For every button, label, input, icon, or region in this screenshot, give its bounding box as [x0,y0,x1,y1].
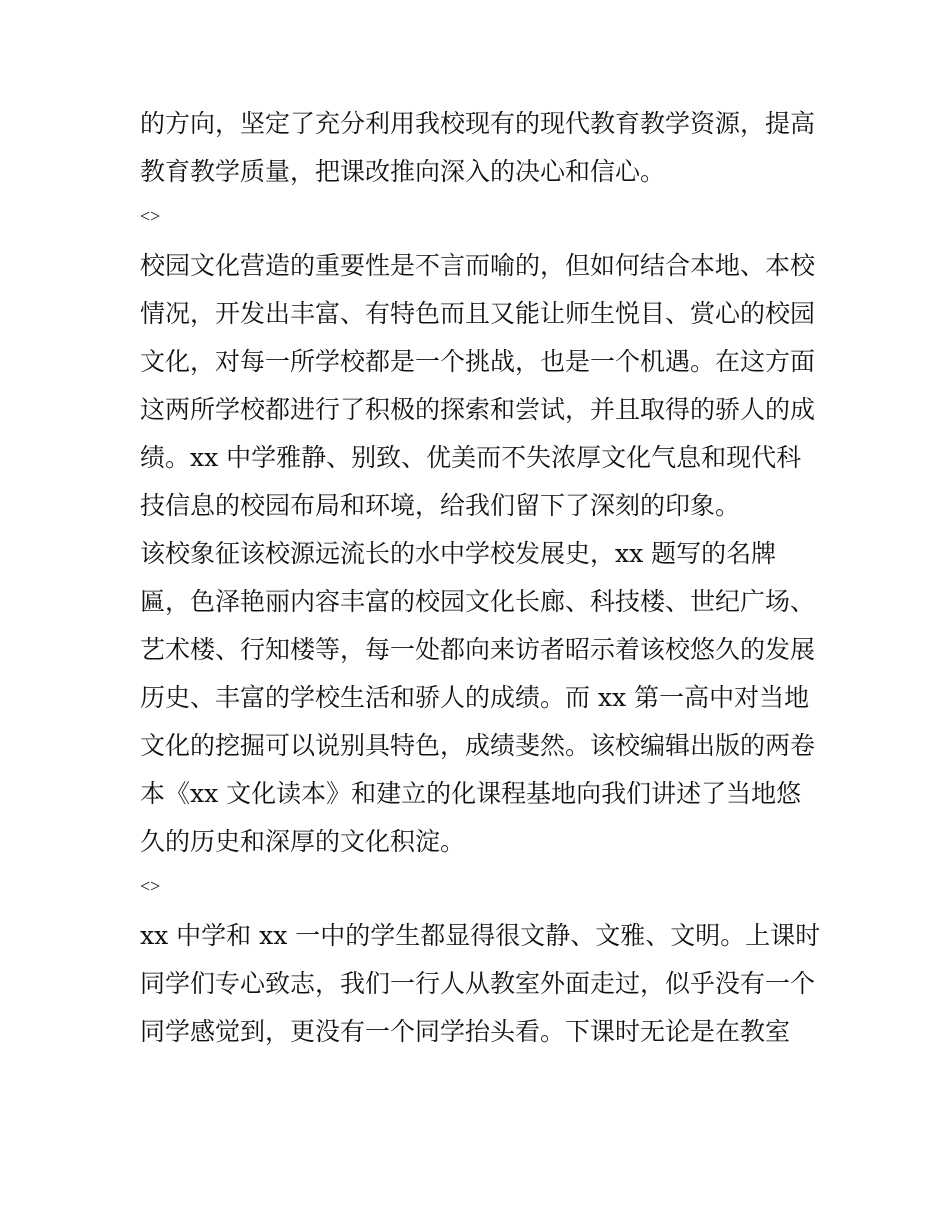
text-line: 的方向，坚定了充分利用我校现有的现代教育教学资源，提高 [140,109,816,138]
separator-mark: <> [140,206,161,226]
paragraph-1 [140,100,820,196]
paragraph-4 [140,912,820,1056]
text-line: 技信息的校园布局和环境，给我们留下了深刻的印象。 [140,491,741,520]
paragraph-3 [140,530,820,866]
text-line: 文化的挖掘可以说别具特色，成绩斐然。该校编辑出版的两卷 [140,731,816,760]
text-line: 匾，色泽艳丽内容丰富的校园文化长廊、科技楼、世纪广场、 [140,587,816,616]
text-line: xx 中学和 xx 一中的学生都显得很文静、文雅、文明。上课时 [140,921,820,950]
text-line: 久的历史和深厚的文化积淀。 [140,827,466,856]
paragraph-2 [140,242,820,530]
text-line: 历史、丰富的学校生活和骄人的成绩。而 xx 第一高中对当地 [140,683,810,712]
text-line: 校园文化营造的重要性是不言而喻的，但如何结合本地、本校 [140,251,816,280]
separator-mark: <> [140,876,161,896]
text-line: 绩。xx 中学雅静、别致、优美而不失浓厚文化气息和现代科 [140,443,802,472]
text-line: 同学们专心致志，我们一行人从教室外面走过，似乎没有一个 [140,969,816,998]
text-line: 教育教学质量，把课改推向深入的决心和信心。 [140,157,666,186]
text-line: 这两所学校都进行了积极的探索和尝试，并且取得的骄人的成 [140,395,816,424]
text-line: 该校象征该校源远流长的水中学校发展史，xx 题写的名牌 [140,539,777,568]
text-line: 本《xx 文化读本》和建立的化课程基地向我们讲述了当地悠 [140,779,802,808]
document-body [140,100,820,1056]
text-line: 同学感觉到，更没有一个同学抬头看。下课时无论是在教室 [140,1017,791,1046]
text-line: 艺术楼、行知楼等，每一处都向来访者昭示着该校悠久的发展 [140,635,816,664]
text-line: 情况，开发出丰富、有特色而且又能让师生悦目、赏心的校园 [140,299,816,328]
text-line: 文化，对每一所学校都是一个挑战，也是一个机遇。在这方面 [140,347,816,376]
